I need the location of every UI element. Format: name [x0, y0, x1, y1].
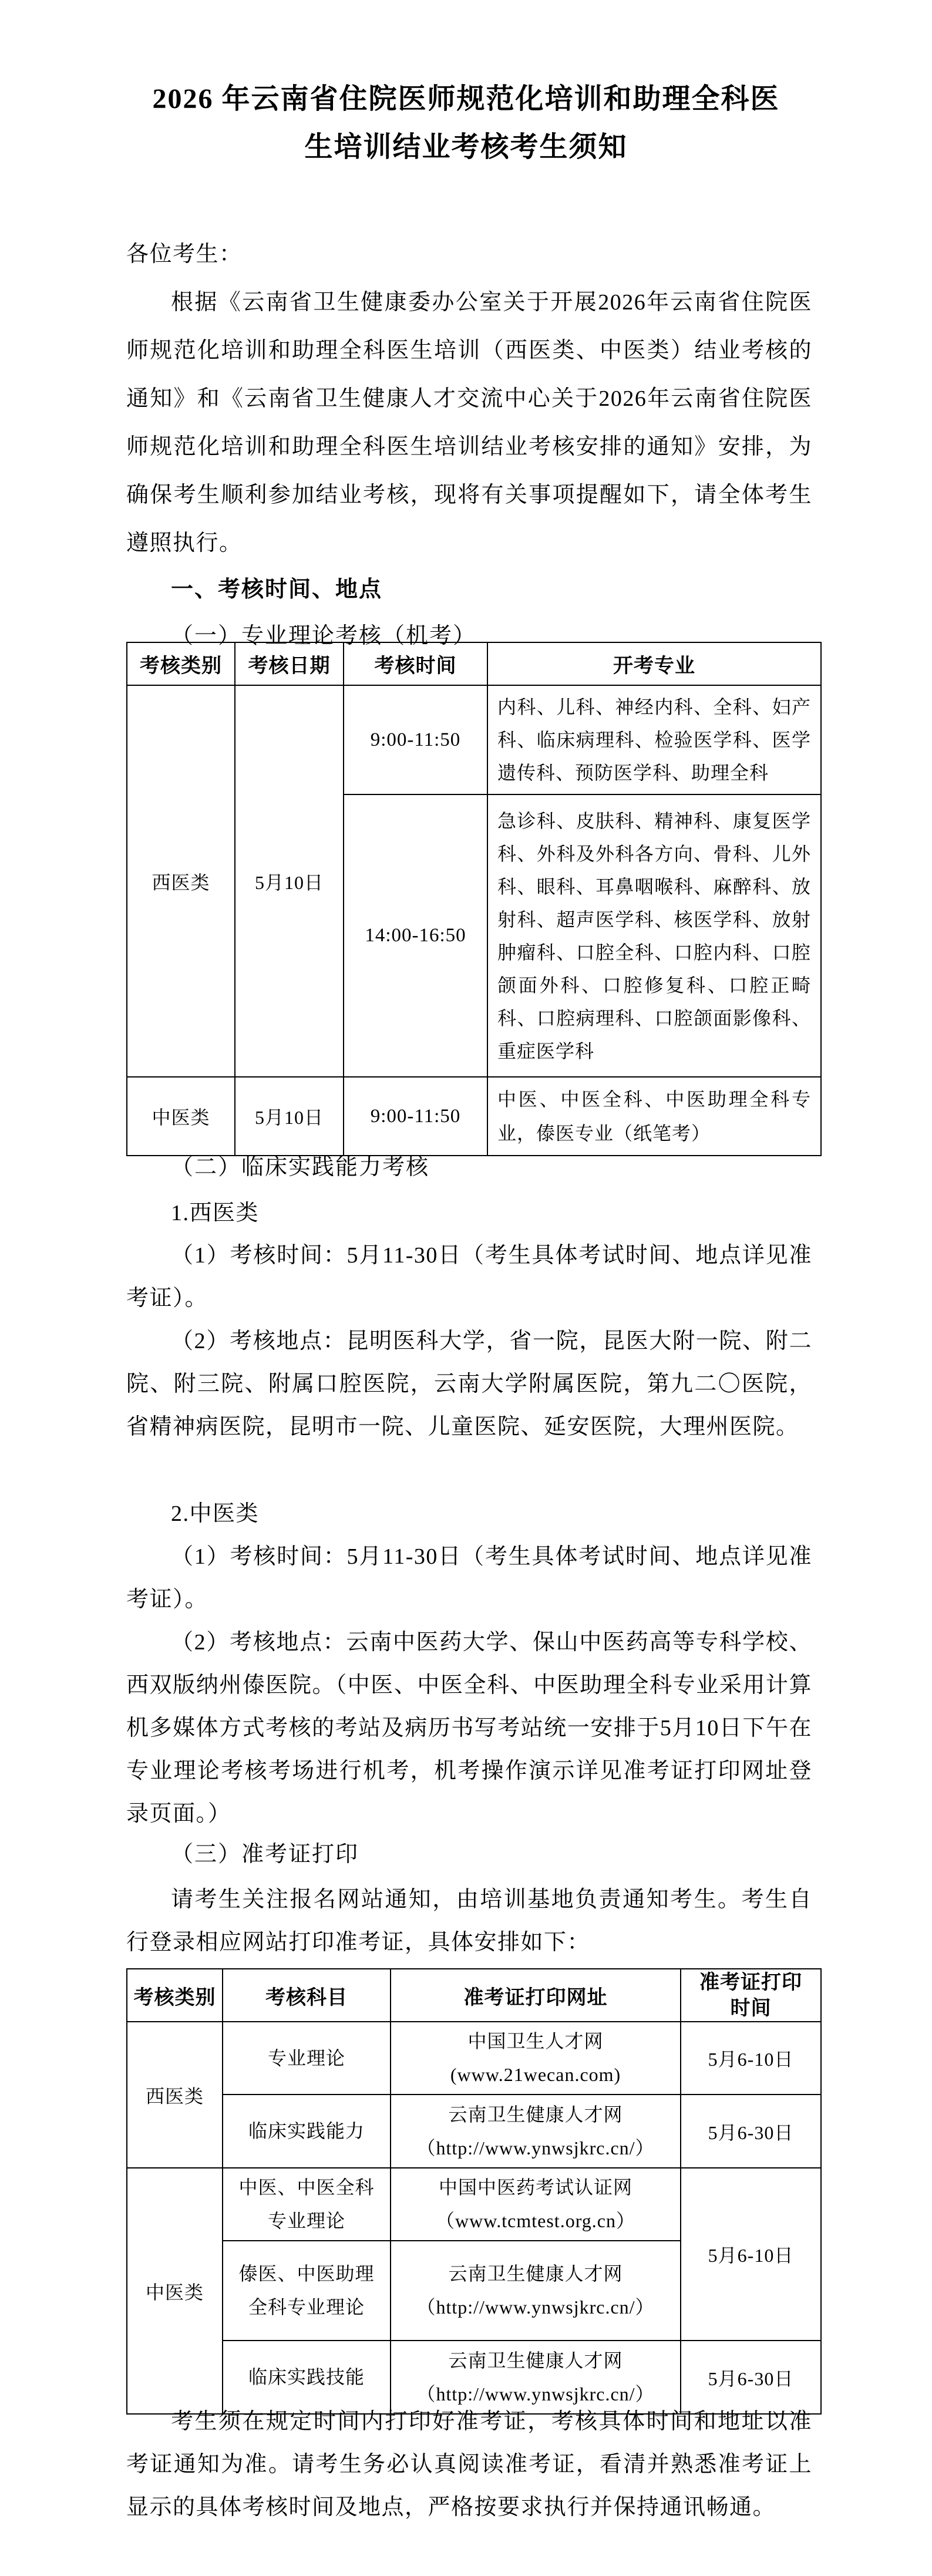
- page-title: 2026 年云南省住院医师规范化培训和助理全科医生培训结业考核考生须知: [152, 83, 780, 163]
- print-row-west-theory: [127, 2022, 821, 2095]
- theory-header-time: 考核时间: [344, 642, 487, 685]
- subsection-heading-theory-exam: （一）专业理论考核（机考）: [171, 624, 477, 648]
- print-cell-west-clinical-time: 5月6-30日: [681, 2095, 821, 2168]
- print-cell-west-theory-site: [391, 2022, 681, 2095]
- print-cell-tcm-theory-subject: 中医、中医全科专业理论: [223, 2168, 391, 2241]
- theory-cell-west-category: 西医类: [127, 685, 235, 1077]
- theory-header-category: 考核类别: [127, 642, 235, 685]
- theory-cell-west-afternoon-time: 14:00-16:50: [344, 794, 487, 1077]
- theory-cell-tcm-date: 5月10日: [235, 1077, 344, 1156]
- theory-cell-tcm-time: 9:00-11:50: [344, 1077, 487, 1156]
- print-cell-west-theory-time: 5月6-10日: [681, 2022, 821, 2095]
- site-name: 云南卫生健康人才网: [448, 2103, 623, 2125]
- theory-table-header-row: [127, 642, 821, 685]
- section-heading-times-locations: 一、考核时间、地点: [171, 577, 383, 602]
- print-cell-west-clinical-site: [391, 2095, 681, 2168]
- site-url: (www.21wecan.com): [450, 2064, 621, 2085]
- ticket-print-intro: 请考生关注报名网站通知，由培训基地负责通知考生。考生自行登录相应网站打印准考证，具体安排如下：: [126, 1887, 812, 1955]
- theory-cell-west-morning-time: 9:00-11:50: [344, 685, 487, 794]
- theory-header-majors: 开考专业: [487, 642, 821, 685]
- print-header-subject: 考核科目: [223, 1969, 391, 2022]
- page-title-wrap: [0, 75, 932, 171]
- print-cell-dai-theory-site: [391, 2241, 681, 2341]
- print-cell-tcm-skill-time: 5月6-30日: [681, 2341, 821, 2414]
- site-url: （http://www.ynwsjkrc.cn/）: [416, 2383, 655, 2405]
- print-cell-tcm-skill-subject: 临床实践技能: [223, 2341, 391, 2414]
- print-header-time: [681, 1969, 821, 2022]
- closing-paragraph: 考生须在规定时间内打印好准考证，考核具体时间和地址以准考证通知为准。请考生务必认真阅读准考证，看清并熟悉准考证上显示的具体考核时间及地点，严格按要求执行并保持通讯畅通。: [126, 2409, 812, 2520]
- site-name: 中国卫生人才网: [467, 2031, 604, 2052]
- site-name: 云南卫生健康人才网: [448, 2263, 623, 2284]
- site-url: （http://www.ynwsjkrc.cn/）: [416, 2296, 655, 2318]
- intro-paragraph: 根据《云南省卫生健康委办公室关于开展2026年云南省住院医师规范化培训和助理全科医生培训（西医类、中医类）结业考核的通知》和《云南省卫生健康人才交流中心关于2026年云南省住院医师规范化培训和助理全科医生培训结业考核安排的通知》安排，为确保考生顺利参加结业考核，现将有关事项提醒如下，请全体考生遵照执行。: [126, 290, 812, 555]
- subsection-heading-ticket-print: （三）准考证打印: [171, 1842, 359, 1867]
- print-header-category: 考核类别: [127, 1969, 223, 2022]
- theory-cell-west-afternoon-majors: 急诊科、皮肤科、精神科、康复医学科、外科及外科各方向、骨科、儿外科、眼科、耳鼻咽喉科、麻醉科、放射科、超声医学科、核医学科、放射肿瘤科、口腔全科、口腔内科、口腔颌面外科、口腔修复科、口腔正畸科、口腔病理科、口腔颌面影像科、重症医学科: [487, 794, 821, 1077]
- print-table: [126, 1968, 822, 2415]
- print-header-url: 准考证打印网址: [391, 1969, 681, 2022]
- theory-cell-west-morning-majors: 内科、儿科、神经内科、全科、妇产科、临床病理科、检验医学科、医学遗传科、预防医学科、助理全科: [487, 685, 821, 794]
- site-name: 中国中医药考试认证网: [438, 2177, 632, 2198]
- print-cell-west-category: 西医类: [127, 2022, 223, 2168]
- subsection-heading-clinical: （二）临床实践能力考核: [171, 1155, 430, 1180]
- theory-cell-west-date: 5月10日: [235, 685, 344, 1077]
- print-cell-tcm-theory-time: 5月6-10日: [681, 2168, 821, 2341]
- tcm-clinical-time: （1）考核时间：5月11-30日（考生具体考试时间、地点详见准考证）。: [126, 1544, 812, 1612]
- west-clinical-label: 1.西医类: [171, 1201, 260, 1225]
- tcm-clinical-place: （2）考核地点：云南中医药大学、保山中医药高等专科学校、西双版纳州傣医院。（中医、中医全科、中医助理全科专业采用计算机多媒体方式考核的考站及病历书写考站统一安排于5月10日下午在专业理论考核考场进行机考，机考操作演示详见准考证打印网址登录页面。）: [126, 1630, 812, 1826]
- print-cell-west-clinical-subject: 临床实践能力: [223, 2095, 391, 2168]
- site-name: 云南卫生健康人才网: [448, 2349, 623, 2371]
- print-header-time-text: 准考证打印时间: [699, 1971, 802, 2019]
- theory-row-tcm: [127, 1077, 821, 1156]
- print-cell-dai-theory-subject: 傣医、中医助理全科专业理论: [223, 2241, 391, 2341]
- print-cell-tcm-theory-site: [391, 2168, 681, 2241]
- theory-header-date: 考核日期: [235, 642, 344, 685]
- print-table-header-row: [127, 1969, 821, 2022]
- west-clinical-time: （1）考核时间：5月11-30日（考生具体考试时间、地点详见准考证）。: [126, 1243, 812, 1311]
- print-cell-tcm-category: 中医类: [127, 2168, 223, 2414]
- print-row-west-clinical: [127, 2095, 821, 2168]
- theory-cell-tcm-majors: 中医、中医全科、中医助理全科专业，傣医专业（纸笔考）: [487, 1077, 821, 1156]
- site-url: （http://www.ynwsjkrc.cn/）: [416, 2137, 655, 2159]
- print-cell-west-theory-subject: 专业理论: [223, 2022, 391, 2095]
- print-row-tcm-theory: [127, 2168, 821, 2241]
- theory-table: [126, 642, 822, 1156]
- west-clinical-place: （2）考核地点：昆明医科大学，省一院，昆医大附一院、附二院、附三院、附属口腔医院，云南大学附属医院，第九二〇医院，省精神病医院，昆明市一院、儿童医院、延安医院，大理州医院。: [126, 1329, 812, 1439]
- theory-row-west-morning: [127, 685, 821, 794]
- tcm-clinical-label: 2.中医类: [171, 1501, 260, 1526]
- salutation: 各位考生：: [126, 242, 243, 267]
- site-url: （www.tcmtest.org.cn）: [436, 2210, 635, 2231]
- theory-cell-tcm-category: 中医类: [127, 1077, 235, 1156]
